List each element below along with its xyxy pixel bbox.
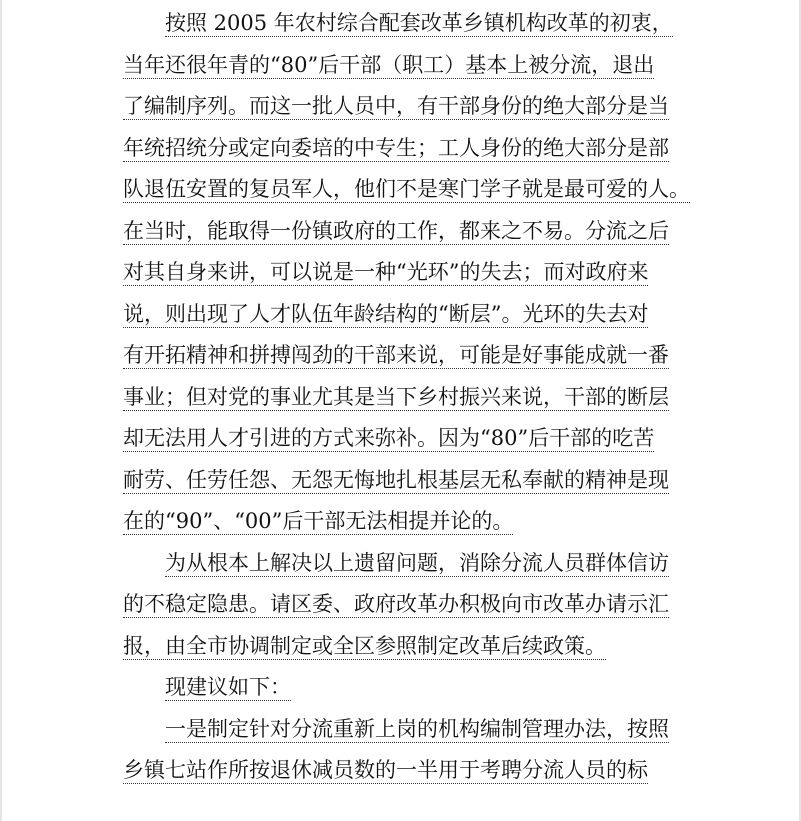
paragraph-1-line-12: 耐劳、任劳任怨、无怨无悔地扎根基层无私奉献的精神是现 xyxy=(123,467,669,492)
paragraph-1-line-13: 在的“90”、“00”后干部无法相提并论的。 xyxy=(123,509,514,533)
paragraph-1-line-6: 在当时，能取得一份镇政府的工作，都来之不易。分流之后 xyxy=(123,218,669,243)
paragraph-4-line-2: 乡镇七站作所按退休减员数的一半用于考聘分流人员的标 xyxy=(123,758,648,782)
paragraph-1-line-7: 对其自身来讲，可以说是一种“光环”的失去；而对政府来 xyxy=(123,260,649,284)
paragraph-1-line-9: 有开拓精神和拼搏闯劲的干部来说，可能是好事能成就一番 xyxy=(123,343,669,367)
paragraph-1-line-2: 当年还很年青的“80”后干部（职工）基本上被分流，退出 xyxy=(123,52,655,77)
paragraph-2-line-2: 的不稳定隐患。请区委、政府改革办积极向市改革办请示汇 xyxy=(123,592,669,616)
paragraph-1-line-10: 事业；但对党的事业尤其是当下乡村振兴来说，干部的断层 xyxy=(123,384,669,409)
paragraph-1-line-5: 队退伍安置的复员军人，他们不是寒门学子就是最可爱的人。 xyxy=(123,177,690,201)
paragraph-1-line-4: 年统招统分或定向委培的中专生；工人身份的绝大部分是部 xyxy=(123,135,669,160)
paragraph-1-line-11: 却无法用人才引进的方式来弥补。因为“80”后干部的吃苦 xyxy=(123,426,655,450)
paragraph-1-line-1: 按照 2005 年农村综合配套改革乡镇机构改革的初衷， xyxy=(165,11,673,35)
paragraph-2-line-1: 为从根本上解决以上遗留问题，消除分流人员群体信访 xyxy=(165,550,669,575)
left-frame-edge xyxy=(0,0,2,821)
paragraph-4-line-1: 一是制定针对分流重新上岗的机构编制管理办法，按照 xyxy=(165,716,669,741)
paragraph-2-line-3: 报，由全市协调制定或全区参照制定改革后续政策。 xyxy=(123,633,606,658)
paragraph-1-line-3: 了编制序列。而这一批人员中，有干部身份的绝大部分是当 xyxy=(123,94,669,118)
document-body xyxy=(123,3,690,792)
paragraph-3-line-1: 现建议如下： xyxy=(165,675,291,699)
paragraph-1-line-8: 说，则出现了人才队伍年龄结构的“断层”。光环的失去对 xyxy=(123,301,649,326)
